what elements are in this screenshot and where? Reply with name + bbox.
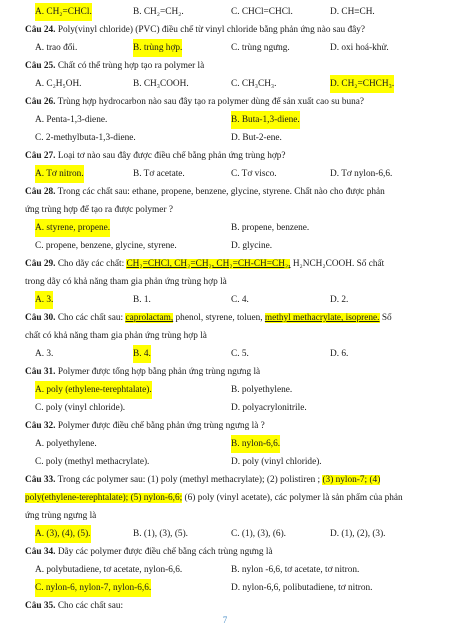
q25-stem bbox=[0, 57, 450, 75]
q27-options bbox=[0, 165, 450, 183]
question-number: Câu 29. bbox=[25, 259, 56, 269]
option-c: C. (1), (3), (6). bbox=[231, 529, 286, 539]
q28-stem-line2 bbox=[0, 201, 450, 219]
q26-stem bbox=[0, 93, 450, 111]
q28-options-row1 bbox=[0, 219, 450, 237]
question-text: Poly(vinyl chloride) (PVC) điều chế từ vinyl chloride bằng phản ứng nào sau đây? bbox=[57, 25, 366, 35]
option-a: A. polyethylene. bbox=[35, 439, 97, 449]
option-b: B. polyethylene. bbox=[231, 385, 293, 395]
question-text: Trùng hợp hydrocarbon nào sau đây tạo ra polymer dùng để sản xuất cao su buna? bbox=[57, 97, 365, 107]
option-d: D. glycine. bbox=[231, 241, 273, 251]
option-a: A. 3. bbox=[35, 291, 53, 309]
q33-stem-line1 bbox=[0, 471, 450, 489]
question-text: ứng trùng hợp để tạo ra được polymer ? bbox=[25, 205, 173, 215]
option-d: D. CH≡CH. bbox=[330, 7, 375, 17]
question-number: Câu 30. bbox=[25, 313, 56, 323]
option-d: D. CH₂=CHCH₃. bbox=[330, 75, 394, 93]
option-d: D. poly (vinyl chloride). bbox=[231, 457, 322, 467]
option-c: C. CHCl=CHCl. bbox=[231, 7, 293, 17]
option-b: B. CH₂=CH₂. bbox=[133, 7, 184, 17]
option-b: B. nylon-6,6. bbox=[231, 435, 280, 453]
option-b: B. Tơ acetate. bbox=[133, 169, 185, 179]
page-number: 7 bbox=[222, 615, 228, 625]
question-number: Câu 24. bbox=[25, 25, 56, 35]
q24-options bbox=[0, 39, 450, 57]
highlighted-substance: caprolactam, bbox=[125, 313, 174, 323]
q32-stem bbox=[0, 417, 450, 435]
q33-stem-line3 bbox=[0, 507, 450, 525]
q31-stem bbox=[0, 363, 450, 381]
question-number: Câu 34. bbox=[25, 547, 56, 557]
q31-options-row2 bbox=[0, 399, 450, 417]
option-d: D. 2. bbox=[330, 295, 349, 305]
question-number: Câu 28. bbox=[25, 187, 56, 197]
q33-options bbox=[0, 525, 450, 543]
question-text: Số bbox=[381, 313, 392, 323]
option-a: A. (3), (4), (5). bbox=[35, 525, 91, 543]
option-c: C. poly (vinyl chloride). bbox=[35, 403, 126, 413]
question-text: H₂NCH₂COOH. Số chất bbox=[292, 259, 385, 269]
option-b: B. trùng hợp. bbox=[133, 39, 182, 57]
option-a: A. C₂H₅OH. bbox=[35, 79, 82, 89]
option-c: C. trùng ngưng. bbox=[231, 43, 290, 53]
question-text: trong dãy có khả năng tham gia phản ứng trùng hợp là bbox=[25, 277, 227, 287]
q25-options bbox=[0, 75, 450, 93]
q30-options bbox=[0, 345, 450, 363]
option-a: A. 3. bbox=[35, 349, 54, 359]
question-number: Câu 32. bbox=[25, 421, 56, 431]
option-a: A. Tơ nitron. bbox=[35, 165, 84, 183]
question-text: Cho các chất sau: bbox=[57, 601, 124, 611]
option-d: D. Tơ nylon-6,6. bbox=[330, 169, 393, 179]
option-b: B. propene, benzene. bbox=[231, 223, 310, 233]
question-text: Cho dãy các chất: bbox=[57, 259, 125, 269]
q34-options-row1 bbox=[0, 561, 450, 579]
option-c: C. CH₃CH₃. bbox=[231, 79, 277, 89]
highlighted-substances: methyl methacrylate, isoprene. bbox=[264, 313, 380, 323]
q31-options-row1 bbox=[0, 381, 450, 399]
question-number: Câu 25. bbox=[25, 61, 56, 71]
option-b: B. (1), (3), (5). bbox=[133, 529, 188, 539]
option-c: C. 2-methylbuta-1,3-diene. bbox=[35, 133, 136, 143]
option-c: C. 4. bbox=[231, 295, 249, 305]
option-a: A. poly (ethylene-terephtalate). bbox=[35, 381, 152, 399]
q29-stem-line2 bbox=[0, 273, 450, 291]
question-text: Trong các polymer sau: (1) poly (methyl methacrylate); (2) polistiren ; bbox=[57, 475, 321, 485]
q26-options-row1 bbox=[0, 111, 450, 129]
highlighted-substances: CH₂=CHCl, CH₂=CH₂, CH₂=CH-CH=CH₂, bbox=[126, 259, 291, 269]
q23-options bbox=[0, 3, 450, 21]
option-c: C. Tơ visco. bbox=[231, 169, 277, 179]
q34-options-row2 bbox=[0, 579, 450, 597]
option-a: A. polybutadiene, tơ acetate, nylon-6,6. bbox=[35, 565, 183, 575]
question-text: (6) poly (vinyl acetate), các polymer là sản phẩm của phản bbox=[184, 493, 403, 503]
question-text: Polymer được tổng hợp bằng phản ứng trùng ngưng là bbox=[57, 367, 261, 377]
q29-stem-line1 bbox=[0, 255, 450, 273]
option-b: B. nylon -6,6, tơ acetate, tơ nitron. bbox=[231, 565, 360, 575]
q29-options bbox=[0, 291, 450, 309]
question-text: Cho các chất sau: bbox=[57, 313, 124, 323]
q27-stem bbox=[0, 147, 450, 165]
question-text: Dãy các polymer được điều chế bằng cách trùng ngưng là bbox=[57, 547, 273, 557]
question-text: Trong các chất sau: ethane, propene, benzene, glycine, styrene. Chất nào cho được phản bbox=[57, 187, 385, 197]
question-text: Polymer được điều chế bằng phản ứng trùng ngưng là ? bbox=[57, 421, 265, 431]
option-a: A. trao đổi. bbox=[35, 43, 78, 53]
option-d: D. polyacrylonitrile. bbox=[231, 403, 307, 413]
question-number: Câu 33. bbox=[25, 475, 56, 485]
option-c: C. propene, benzene, glycine, styrene. bbox=[35, 241, 177, 251]
option-b: B. 1. bbox=[133, 295, 151, 305]
question-number: Câu 35. bbox=[25, 601, 56, 611]
q30-stem-line1 bbox=[0, 309, 450, 327]
question-text: ứng trùng ngưng là bbox=[25, 511, 97, 521]
q26-options-row2 bbox=[0, 129, 450, 147]
question-number: Câu 31. bbox=[25, 367, 56, 377]
question-text: Loại tơ nào sau đây được điều chế bằng phản ứng trùng hợp? bbox=[57, 151, 286, 161]
q24-stem bbox=[0, 21, 450, 39]
option-d: D. nylon-6,6, polibutadiene, tơ nitron. bbox=[231, 583, 373, 593]
question-text: chất có khả năng tham gia phản ứng trùng hợp là bbox=[25, 331, 207, 341]
option-c: C. nylon-6, nylon-7, nylon-6,6. bbox=[35, 579, 151, 597]
q30-stem-line2 bbox=[0, 327, 450, 345]
question-number: Câu 26. bbox=[25, 97, 56, 107]
option-a: A. CH₂=CHCl. bbox=[35, 3, 92, 21]
q28-stem-line1 bbox=[0, 183, 450, 201]
highlighted-polymers: poly(ethylene-terephtalate); (5) nylon-6,6; bbox=[25, 493, 183, 503]
option-b: B. Buta-1,3-diene. bbox=[231, 111, 300, 129]
q32-options-row2 bbox=[0, 453, 450, 471]
q28-options-row2 bbox=[0, 237, 450, 255]
option-d: D. 6. bbox=[330, 349, 349, 359]
option-a: A. styrene, propene. bbox=[35, 219, 110, 237]
highlighted-polymers: (3) nylon-7; (4) bbox=[322, 475, 381, 485]
q33-stem-line2 bbox=[0, 489, 450, 507]
question-text: Chất có thể trùng hợp tạo ra polymer là bbox=[57, 61, 205, 71]
q35-stem bbox=[0, 597, 450, 615]
option-b: B. 4. bbox=[133, 345, 151, 363]
question-number: Câu 27. bbox=[25, 151, 56, 161]
option-a: A. Penta-1,3-diene. bbox=[35, 115, 108, 125]
q34-stem bbox=[0, 543, 450, 561]
option-d: D. oxi hoá-khử. bbox=[330, 43, 389, 53]
option-b: B. CH₃COOH. bbox=[133, 79, 189, 89]
option-c: C. 5. bbox=[231, 349, 249, 359]
option-c: C. poly (methyl methacrylate). bbox=[35, 457, 150, 467]
question-text: phenol, styrene, toluen, bbox=[175, 313, 263, 323]
option-d: D. (1), (2), (3). bbox=[330, 529, 386, 539]
q32-options-row1 bbox=[0, 435, 450, 453]
option-d: D. But-2-ene. bbox=[231, 133, 282, 143]
